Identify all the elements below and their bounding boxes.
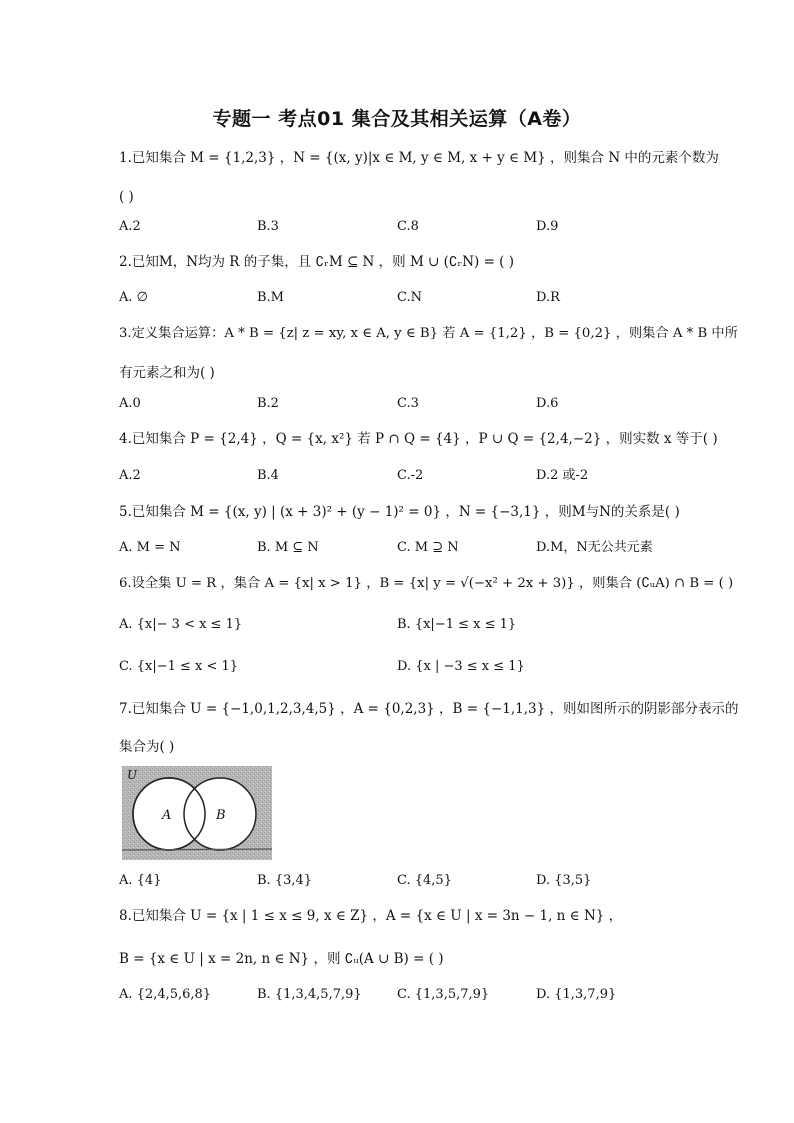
question-2-option-d: D.R bbox=[536, 290, 560, 305]
question-5-option-d: D.M，N无公共元素 bbox=[536, 540, 653, 555]
question-8-stem-cont: B = {x ∈ U | x = 2n, n ∈ N} ，则 ∁ᵤ(A ∪ B) = ( ) bbox=[119, 951, 444, 967]
question-2-option-c: C.N bbox=[397, 290, 422, 305]
venn-diagram bbox=[122, 766, 272, 860]
question-4-option-c: C.-2 bbox=[397, 468, 424, 483]
question-3-stem: 3.定义集合运算：A * B = {z| z = xy, x ∈ A, y ∈ B} 若 A = {1,2} ，B = {0,2} ，则集合 A * B 中所 bbox=[119, 326, 738, 341]
question-2-option-b: B.M bbox=[257, 290, 284, 305]
question-1-option-b: B.3 bbox=[257, 219, 279, 234]
question-7-stem-cont: 集合为( ) bbox=[119, 739, 175, 755]
question-7-option-d: D. {3,5} bbox=[536, 873, 592, 888]
question-7-option-b: B. {3,4} bbox=[257, 873, 313, 888]
question-3-option-c: C.3 bbox=[397, 396, 419, 411]
question-3-option-b: B.2 bbox=[257, 396, 279, 411]
question-8-option-c: C. {1,3,5,7,9} bbox=[397, 987, 490, 1002]
question-1-option-a: A.2 bbox=[119, 219, 141, 234]
question-4-option-b: B.4 bbox=[257, 468, 279, 483]
question-6-option-a: A. {x|− 3 < x ≤ 1} bbox=[119, 617, 243, 632]
question-6-option-d: D. {x | −3 ≤ x ≤ 1} bbox=[397, 659, 525, 674]
question-6-option-c: C. {x|−1 ≤ x < 1} bbox=[119, 659, 239, 674]
venn-label-a: A bbox=[162, 808, 172, 823]
question-4-option-d: D.2 或-2 bbox=[536, 468, 589, 483]
question-8-option-a: A. {2,4,5,6,8} bbox=[119, 987, 212, 1002]
question-6-stem: 6.设全集 U = R ，集合 A = {x| x > 1} ，B = {x| y = √(−x² + 2x + 3)} ，则集合 (∁ᵤA) ∩ B = ( ) bbox=[119, 576, 734, 591]
question-3-stem-cont: 有元素之和为( ) bbox=[119, 365, 215, 381]
question-7-stem: 7.已知集合 U = {−1,0,1,2,3,4,5} ，A = {0,2,3} ，B = {−1,1,3} ，则如图所示的阴影部分表示的 bbox=[119, 701, 739, 717]
question-3-option-d: D.6 bbox=[536, 396, 559, 411]
question-1-option-d: D.9 bbox=[536, 219, 559, 234]
question-8-option-b: B. {1,3,4,5,7,9} bbox=[257, 987, 362, 1002]
question-1-stem-cont: ( ) bbox=[119, 189, 134, 205]
question-8-stem: 8.已知集合 U = {x | 1 ≤ x ≤ 9, x ∈ Z} ，A = {x ∈ U | x = 3n − 1, n ∈ N} ， bbox=[119, 908, 623, 924]
question-5-stem: 5.已知集合 M = {(x, y) | (x + 3)² + (y − 1)² = 0} ，N = {−3,1} ，则M与N的关系是( ) bbox=[119, 504, 680, 520]
question-7-option-c: C. {4,5} bbox=[397, 873, 452, 888]
question-1-stem: 1.已知集合 M = {1,2,3} ，N = {(x, y)|x ∈ M, y ∈ M, x + y ∈ M} ，则集合 N 中的元素个数为 bbox=[119, 150, 719, 166]
question-5-option-a: A. M = N bbox=[119, 540, 181, 555]
question-8-option-d: D. {1,3,7,9} bbox=[536, 987, 617, 1002]
venn-label-u: U bbox=[127, 768, 138, 782]
question-2-stem: 2.已知M，N均为 R 的子集，且 ∁ᵣM ⊆ N ，则 M ∪ (∁ᵣN) = ( ) bbox=[119, 254, 514, 270]
question-3-option-a: A.0 bbox=[119, 396, 141, 411]
question-4-stem: 4.已知集合 P = {2,4} ，Q = {x, x²} 若 P ∩ Q = {4} ，P ∪ Q = {2,4,−2} ，则实数 x 等于( ) bbox=[119, 431, 718, 447]
question-5-option-b: B. M ⊆ N bbox=[257, 540, 319, 555]
question-5-option-c: C. M ⊇ N bbox=[397, 540, 459, 555]
question-4-option-a: A.2 bbox=[119, 468, 141, 483]
venn-label-b: B bbox=[216, 808, 226, 823]
question-7-option-a: A. {4} bbox=[119, 873, 162, 888]
page-title: 专题一 考点01 集合及其相关运算（A卷） bbox=[212, 108, 582, 130]
question-6-option-b: B. {x|−1 ≤ x ≤ 1} bbox=[397, 617, 517, 632]
question-2-option-a: A. ∅ bbox=[119, 290, 148, 305]
question-1-option-c: C.8 bbox=[397, 219, 419, 234]
